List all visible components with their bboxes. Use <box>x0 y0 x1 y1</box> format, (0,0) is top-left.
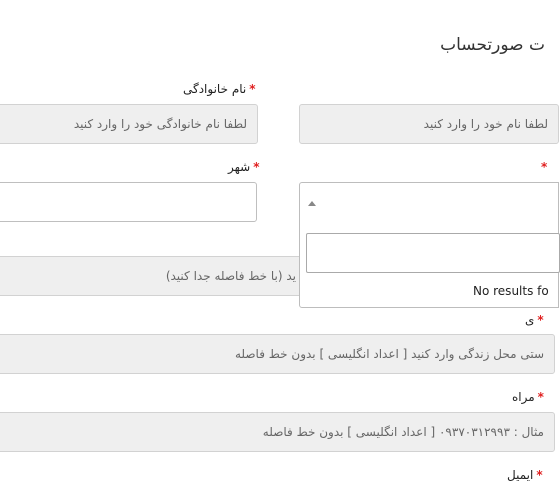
required-mark: * <box>249 82 256 96</box>
no-results-message: No results fo <box>473 284 549 298</box>
phone-input[interactable] <box>0 412 555 452</box>
phone-label <box>512 390 544 404</box>
first-name-placeholder: لطفا نام خود را وارد کنید <box>423 117 548 131</box>
address-placeholder: ید (با خط فاصله جدا کنید) <box>165 269 296 283</box>
province-dropdown[interactable] <box>299 182 559 308</box>
required-mark: * <box>537 313 544 327</box>
postal-code-placeholder: ستی محل زندگی وارد کنید [ اعداد انگلیسی ] بدون خط فاصله <box>234 347 544 361</box>
city-input[interactable] <box>0 182 257 222</box>
city-label <box>228 160 260 174</box>
postal-code-input[interactable] <box>0 334 555 374</box>
required-mark: * <box>537 390 544 404</box>
last-name-input[interactable] <box>0 104 258 144</box>
email-label <box>507 468 543 482</box>
phone-label-text: مراه <box>512 390 535 404</box>
province-search-input[interactable] <box>306 233 560 273</box>
required-mark: * <box>253 160 260 174</box>
postal-code-label-text: ی <box>525 313 535 327</box>
phone-placeholder: مثال : ۰۹۳۷۰۳۱۲۹۹۳ [ اعداد انگلیسی ] بدون خط فاصله <box>262 425 544 439</box>
last-name-label-text: نام خانوادگی <box>183 82 247 96</box>
caret-up-icon <box>308 201 316 206</box>
required-mark: * <box>541 160 548 174</box>
first-name-input[interactable] <box>299 104 559 144</box>
email-label-text: ایمیل <box>507 468 534 482</box>
postal-code-label <box>525 313 544 327</box>
last-name-label <box>183 82 256 96</box>
required-mark: * <box>536 468 543 482</box>
page-title: ت صورتحساب <box>440 35 545 55</box>
last-name-placeholder: لطفا نام خانوادگی خود را وارد کنید <box>73 117 247 131</box>
province-label <box>538 160 547 174</box>
city-label-text: شهر <box>228 160 251 174</box>
